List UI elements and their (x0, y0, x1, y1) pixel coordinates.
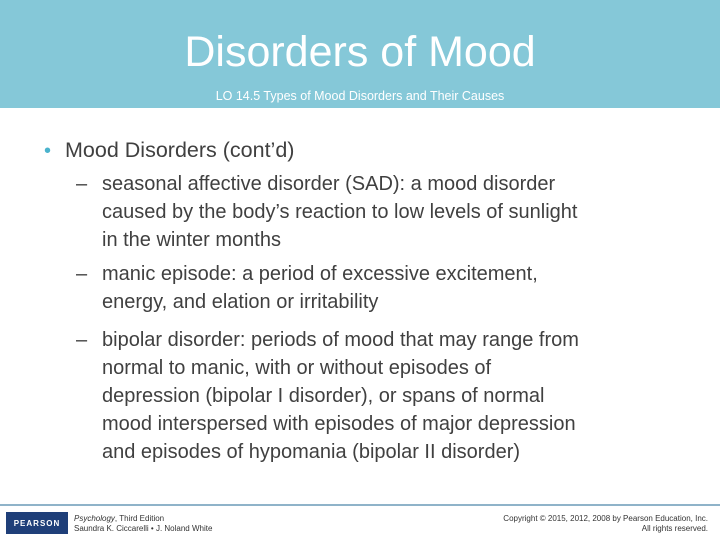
sub-bullet-line: manic episode: a period of excessive excitement, (102, 263, 538, 285)
dash-icon: – (76, 173, 88, 195)
book-edition: , Third Edition (114, 514, 165, 523)
sub-bullet-line: in the winter months (102, 229, 281, 251)
sub-bullet-manic (76, 260, 712, 316)
slide-title: Disorders of Mood (184, 28, 536, 76)
slide-subtitle: LO 14.5 Types of Mood Disorders and Their Causes (215, 89, 505, 103)
sub-bullet-line: caused by the body’s reaction to low levels of sunlight (102, 201, 578, 223)
sub-bullet-line: and episodes of hypomania (bipolar II disorder) (102, 441, 521, 463)
copyright-notice (503, 514, 708, 534)
copyright-line: Copyright © 2015, 2012, 2008 by Pearson Education, Inc. (503, 514, 708, 523)
sub-bullet-line: normal to manic, with or without episodes of (102, 357, 492, 379)
dash-icon: – (76, 263, 88, 285)
rights-line: All rights reserved. (641, 524, 708, 533)
pearson-logo (6, 512, 68, 534)
main-bullet (44, 136, 294, 165)
bullet-dot-icon: • (44, 140, 52, 162)
book-authors: Saundra K. Ciccarelli • J. Noland White (74, 524, 213, 533)
book-title: Psychology (74, 514, 115, 523)
book-credit (74, 514, 212, 534)
logo-text: PEARSON (13, 518, 61, 528)
sub-bullet-bipolar (76, 326, 712, 466)
main-bullet-text: Mood Disorders (cont’d) (65, 138, 295, 162)
sub-bullet-line: mood interspersed with episodes of major depression (102, 413, 576, 435)
sub-bullet-line: depression (bipolar I disorder), or spans of normal (102, 385, 545, 407)
sub-bullet-line: energy, and elation or irritability (102, 291, 379, 313)
dash-icon: – (76, 329, 88, 351)
sub-bullet-line: bipolar disorder: periods of mood that may range from (102, 329, 579, 351)
footer-divider (0, 504, 720, 506)
title-banner (0, 0, 720, 108)
sub-bullet-line: seasonal affective disorder (SAD): a mood disorder (102, 173, 556, 195)
sub-bullet-sad (76, 170, 712, 254)
